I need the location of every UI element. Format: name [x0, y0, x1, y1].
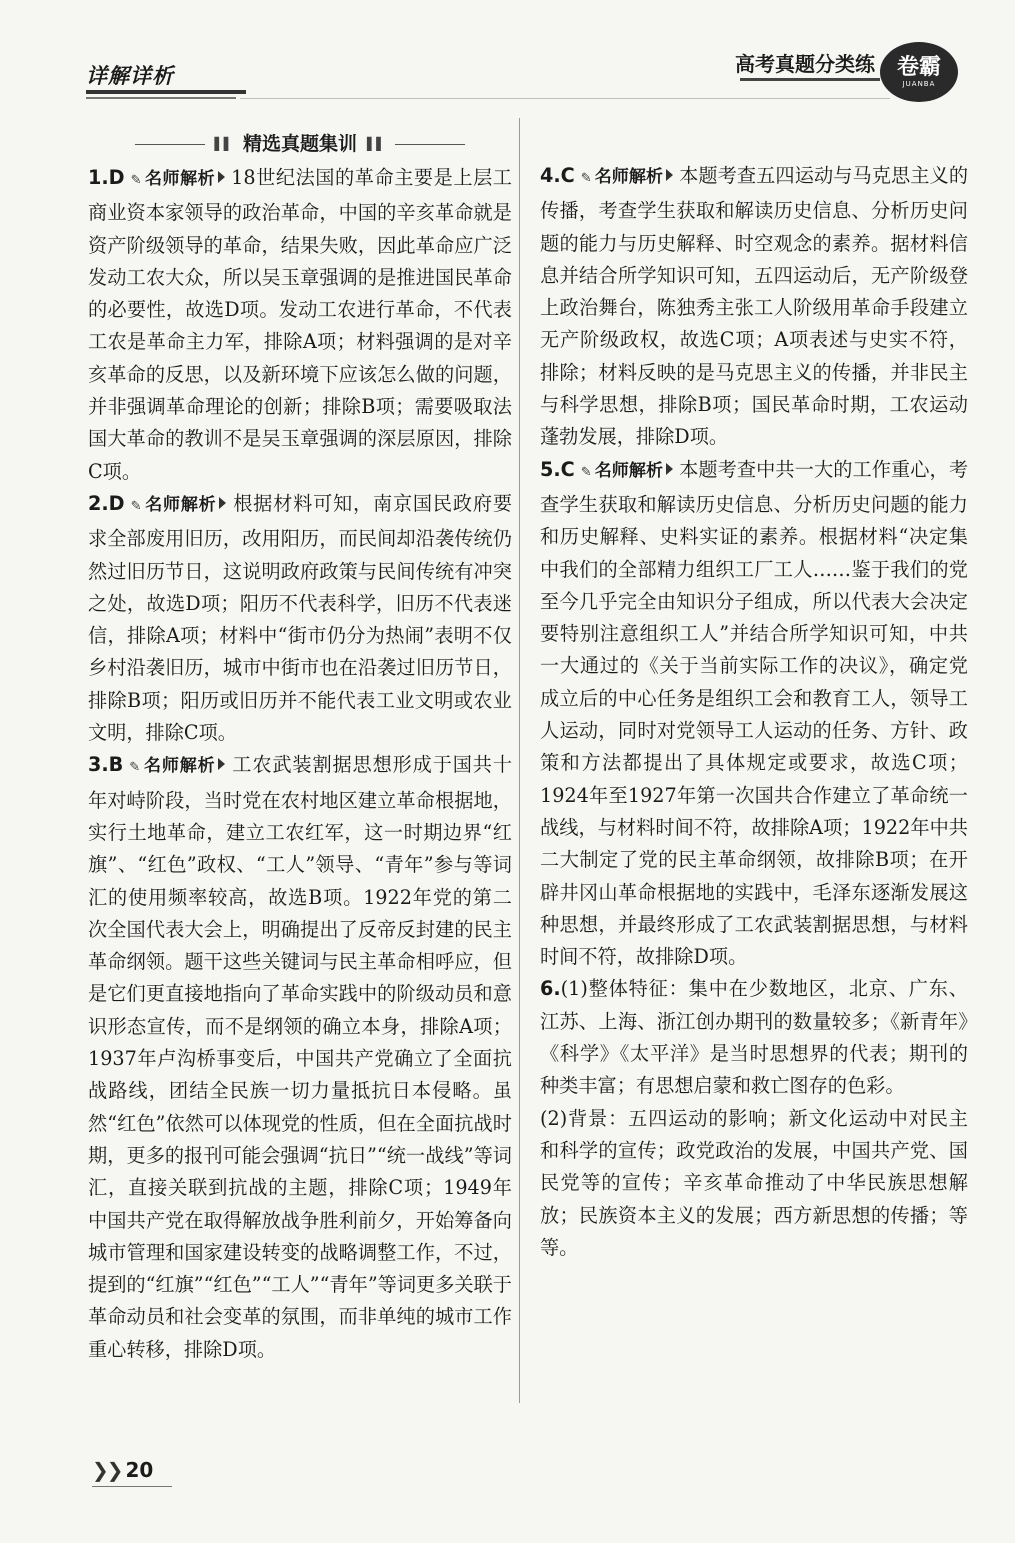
item-answer: D: [108, 491, 125, 515]
item-number: 3.: [88, 753, 109, 777]
item-text: 18世纪法国的革命主要是上层工商业资本家领导的政治革命，中国的辛亥革命就是资产阶级领导的革命，结果失败，因此革命应广泛发动工农大众，所以吴玉章强调的是推进国民革命的必要性，故选D项。发动工农进行革命，不代表工农是革命主力军，排除A项；材料强调的是对辛亥革命的反思，以及新环境下应该怎么做的问题，并非强调革命理论的创新；排除B项；需要吸取法国大革命的教训不是吴玉章强调的深层原因，排除C项。: [88, 166, 512, 483]
item-answer: B: [108, 753, 124, 777]
section-rule-right: [395, 144, 465, 145]
item-text: (2)背景：五四运动的影响；新文化运动中对民主和科学的宣传；政党政治的发展，中国共产党、国民党等的宣传；辛亥革命推动了中华民族思想解放；民族资本主义的发展；西方新思想的传播；等等。: [540, 1106, 968, 1259]
section-rule-left: [135, 144, 205, 145]
item-tag: 名师解析: [594, 167, 664, 187]
item-text: 工农武装割据思想形成于国共十年对峙阶段，当时党在农村地区建立革命根据地，实行土地革命，建立工农红军，这一时期边界“红旗”、“红色”政权、“工人”领导、“青年”参与等词汇的使用频率较高，故选B项。1922年党的第二次全国代表大会上，明确提出了反帝反封建的民主革命纲领。题干这些关键词与民主革命相呼应，但是它们更直接地指向了革命实践中的阶级动员和意识形态宣传，而不是纲领的确立本身，排除A项；1937年卢沟桥事变后，中国共产党确立了全面抗战路线，团结全民族一切力量抵抗日本侵略。虽然“红色”依然可以体现党的性质，但在全面抗战时期，更多的报刊可能会强调“抗日”“统一战线”等词汇，直接关联到抗战的主题，排除C项；1949年中国共产党在取得解放战争胜利前夕，开始筹备向城市管理和国家建设转变的战略调整工作，不过，提到的“红旗”“红色”“工人”“青年”等词更多关联于革命动员和社会变革的氛围，而非单纯的城市工作重心转移，排除D项。: [88, 753, 513, 1361]
footer-rule: [92, 1486, 172, 1487]
item-number: 2.: [88, 491, 109, 515]
tag-arrow-icon: [666, 169, 673, 181]
tag-arrow-icon: [218, 171, 225, 183]
double-chevron-icon: ❯❯: [92, 1458, 122, 1482]
tag-arrow-icon: [218, 758, 225, 770]
answer-item-2: [88, 488, 512, 749]
section-header: [88, 128, 512, 160]
answer-item-6-part-2: [540, 1103, 968, 1264]
header-rule: [240, 98, 890, 99]
item-text: (1)整体特征：集中在少数地区，北京、广东、江苏、上海、浙江创办期刊的数量较多；《新青年》《科学》《太平洋》是当时思想界的代表；期刊的种类丰富；有思想启蒙和救亡图存的色彩。: [540, 977, 968, 1098]
section-mark-icon: ▌▌: [214, 136, 233, 151]
left-column: [88, 128, 512, 1366]
answer-item-5: [540, 454, 968, 974]
brand-logo-text: 卷霸: [896, 54, 941, 80]
teacher-icon: ✎: [130, 498, 142, 514]
tag-arrow-icon: [219, 497, 226, 509]
header-right-title: 高考真题分类练: [735, 52, 875, 76]
answer-item-3: [88, 749, 512, 1366]
header-left-bar-thin: [86, 97, 236, 99]
item-tag: 名师解析: [143, 756, 216, 777]
tag-arrow-icon: [666, 463, 673, 475]
answer-item-1: [88, 162, 512, 488]
column-divider: [519, 118, 520, 1403]
brand-logo: [880, 42, 958, 102]
section-mark-icon: ▌▌: [367, 136, 386, 151]
item-number: 1.: [88, 166, 109, 189]
item-answer: D: [108, 166, 125, 189]
item-text: 根据材料可知，南京国民政府要求全部废用旧历，改用阳历，而民间却沿袭传统仍然过旧历节日，这说明政府政策与民间传统有冲突之处，故选D项；阳历不代表科学，旧历不代表迷信，排除A项；材料中“街市仍分为热闹”表明不仅乡村沿袭旧历，城市中街市也在沿袭过旧历节日，排除B项；阳历或旧历并不能代表工业文明或农业文明，排除C项。: [88, 491, 513, 745]
item-number: 6.: [540, 977, 561, 1001]
item-number: 4.: [540, 164, 561, 187]
header-left-bar: [86, 90, 246, 94]
header-right-underline: [740, 78, 880, 81]
item-tag: 名师解析: [594, 460, 664, 481]
item-tag: 名师解析: [144, 169, 216, 189]
teacher-icon: ✎: [580, 171, 592, 186]
right-column: [540, 160, 968, 1264]
section-title: 精选真题集训: [242, 132, 357, 155]
answer-item-4: [540, 160, 968, 454]
item-answer: C: [560, 164, 575, 187]
teacher-icon: ✎: [130, 173, 142, 188]
item-text: 本题考查中共一大的工作重心，考查学生获取和解读历史信息、分析历史问题的能力和历史解释、史料实证的素养。根据材料“决定集中我们的全部精力组织工厂工人……鉴于我们的党至今几乎完全由知识分子组成，所以代表大会决定要特别注意组织工人”并结合所学知识可知，中共一大通过的《关于当前实际工作的决议》，确定党成立后的中心任务是组织工会和教育工人，领导工人运动，同时对党领导工人运动的任务、方针、政策和方法都提出了具体规定或要求，故选C项；1924年至1927年第一次国共合作建立了革命统一战线，与材料时间不符，故排除A项；1922年中共二大制定了党的民主革命纲领，故排除B项；在开辟井冈山革命根据地的实践中，毛泽东逐渐发展这种思想，并最终形成了工农武装割据思想，与材料时间不符，故排除D项。: [540, 457, 969, 969]
page-number: 20: [125, 1458, 154, 1482]
page-footer: [92, 1458, 153, 1482]
teacher-icon: ✎: [129, 760, 141, 776]
item-answer: C: [560, 457, 575, 481]
item-number: 5.: [540, 457, 561, 481]
item-tag: 名师解析: [144, 494, 217, 515]
answer-item-6: [540, 973, 968, 1102]
header-left: [86, 60, 174, 90]
header-left-title: 详解详析: [86, 64, 174, 88]
brand-logo-subtext: JUANBA: [902, 79, 936, 88]
teacher-icon: ✎: [580, 464, 592, 480]
item-text: 本题考查五四运动与马克思主义的传播，考查学生获取和解读历史信息、分析历史问题的能力与历史解释、时空观念的素养。据材料信息并结合所学知识可知，五四运动后，无产阶级登上政治舞台，陈独秀主张工人阶级用革命手段建立无产阶级政权，故选C项；A项表述与史实不符，排除；材料反映的是马克思主义的传播，并非民主与科学思想，排除B项；国民革命时期，工农运动蓬勃发展，排除D项。: [540, 164, 969, 449]
